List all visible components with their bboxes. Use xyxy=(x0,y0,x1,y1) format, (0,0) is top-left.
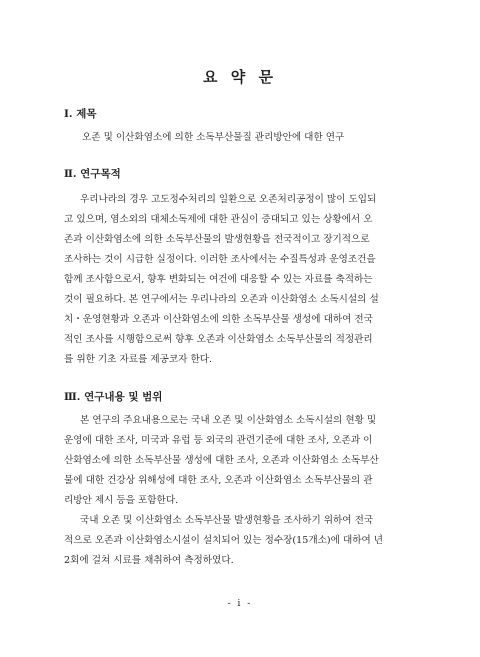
scope-paragraph-line: 적으로 오존과 이산화염소시설이 설치되어 있는 정수장(15개소)에 대하여 년 xyxy=(64,535,384,546)
purpose-paragraph-line: 함께 조사함으로서, 향후 변화되는 여건에 대응할 수 있는 자료를 축적하는 xyxy=(64,274,373,285)
scope-paragraph-line: 운영에 대한 조사, 미국과 유럽 등 외국의 관련기준에 대한 조사, 오존과 이 xyxy=(64,435,373,446)
section-heading-scope: Ⅲ. 연구내용 및 범위 xyxy=(64,391,163,403)
scope-paragraph-line: 2회에 걸쳐 시료를 채취하여 측정하였다. xyxy=(64,555,234,566)
document-title: 요 약 문 xyxy=(203,68,277,86)
page-number: - i - xyxy=(227,599,253,609)
purpose-paragraph-line: 고 있으며, 염소외의 대체소독제에 대한 관심이 증대되고 있는 상황에서 오 xyxy=(64,214,373,225)
purpose-paragraph-line: 치・운영현황과 오존과 이산화염소에 의한 소독부산물 생성에 대하여 전국 xyxy=(64,314,373,325)
scope-paragraph-line: 산화염소에 의한 소독부산물 생성에 대한 조사, 오존과 이산화염소 소독부산 xyxy=(64,455,379,466)
section-heading-purpose: Ⅱ. 연구목적 xyxy=(64,168,121,180)
purpose-paragraph-line: 적인 조사를 시행함으로써 향후 오존과 이산화염소 소독부산물의 적정관리 xyxy=(64,334,373,345)
scope-paragraph-line: 본 연구의 주요내용으로는 국내 오존 및 이산화염소 소독시설의 현황 및 xyxy=(80,415,377,426)
section-1-line: 오존 및 이산화염소에 의한 소독부산물질 관리방안에 대한 연구 xyxy=(82,132,345,143)
purpose-paragraph-line: 것이 필요하다. 본 연구에서는 우리나라의 오존과 이산화염소 소독시설의 설 xyxy=(64,294,379,305)
purpose-paragraph-line: 조사하는 것이 시급한 실정이다. 이러한 조사에서는 수질특성과 운영조건을 xyxy=(64,254,376,265)
purpose-paragraph-line: 우리나라의 경우 고도정수처리의 일환으로 오존처리공정이 많이 도입되 xyxy=(80,194,377,205)
section-heading-title: Ⅰ. 제목 xyxy=(64,108,97,120)
purpose-paragraph-line: 를 위한 기초 자료를 제공코자 한다. xyxy=(64,354,213,365)
purpose-paragraph-line: 존과 이산화염소에 의한 소독부산물의 발생현황을 전국적이고 장기적으로 xyxy=(64,234,370,245)
scope-paragraph-line: 리방안 제시 등을 포함한다. xyxy=(64,495,179,506)
scope-paragraph-line: 물에 대한 건강상 위해성에 대한 조사, 오존과 이산화염소 소독부산물의 관 xyxy=(64,475,373,486)
scope-paragraph-line: 국내 오존 및 이산화염소 소독부산물 발생현황을 조사하기 위하여 전국 xyxy=(80,515,374,526)
